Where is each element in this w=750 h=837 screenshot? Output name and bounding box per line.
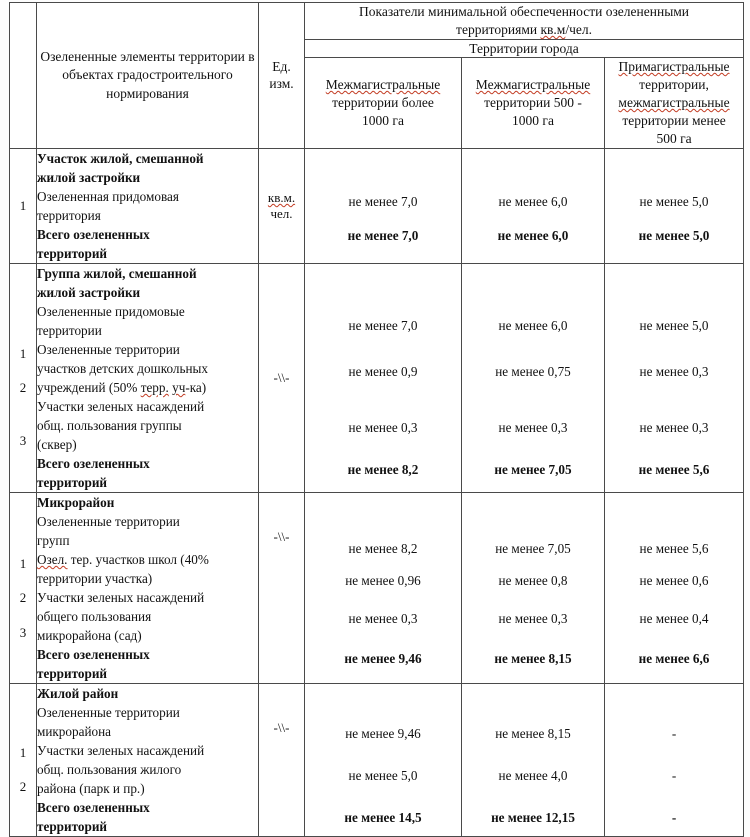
value: не менее 0,3 <box>639 363 709 379</box>
value-group-col3 <box>605 148 744 263</box>
value: не менее 0,8 <box>498 572 568 588</box>
item-label: Озелененные территории групп <box>37 513 180 548</box>
header-column-primagistral-under-500: Примагистральные территории, межмагистральные территории менее 500 га <box>605 58 744 149</box>
row-number: 1 <box>19 745 27 761</box>
header-unit-column <box>259 3 305 149</box>
total-value: не менее 14,5 <box>344 809 422 825</box>
totals-label: Всего озелененных территорий <box>37 646 150 681</box>
value-group-col2 <box>462 492 605 683</box>
spellcheck-word: терр. <box>140 379 169 395</box>
row-number: 3 <box>19 433 27 449</box>
value: не менее 6,0 <box>498 317 568 333</box>
section-labels <box>37 148 259 263</box>
section-row <box>10 683 744 836</box>
total-value: не менее 8,15 <box>494 650 572 666</box>
item-label: Участки зеленых насаждений общ. пользования группы (сквер) <box>37 398 205 452</box>
header-number-column <box>10 3 37 149</box>
header-unit-line1: Ед. <box>272 58 291 74</box>
unit-ditto: -\\- <box>273 719 290 735</box>
value-group-col2 <box>462 263 605 492</box>
header-territory-group: Территории города <box>305 39 744 58</box>
item-label: Участки зеленых насаждений общ. пользования жилого района (парк и пр.) <box>37 742 205 796</box>
item-label: Озелененные территории участков детских дошкольных учреждений (50% терр. уч-ка) <box>37 341 208 395</box>
value: не менее 5,0 <box>639 317 709 333</box>
item-label: Озелененные территории микрорайона <box>37 704 180 739</box>
value: - <box>671 767 677 783</box>
table-body <box>10 148 744 836</box>
unit-line1: кв.м. <box>267 189 296 205</box>
spellcheck-word: Озел. <box>37 551 68 567</box>
row-number-stack <box>10 492 37 683</box>
total-value: не менее 5,6 <box>638 461 710 477</box>
value: не менее 7,05 <box>495 540 571 556</box>
value-group-col3 <box>605 683 744 836</box>
row-number-stack <box>10 683 37 836</box>
value: не менее 0,3 <box>639 419 709 435</box>
header-column-intermagistral-over-1000: Межмагистральные территории более 1000 га <box>305 58 462 149</box>
totals-label: Всего озелененных территорий <box>37 226 150 261</box>
green-areas-norms-table <box>9 2 744 837</box>
value: не менее 0,3 <box>348 419 418 435</box>
value: не менее 5,6 <box>639 540 709 556</box>
spellcheck-word: Примагистральные <box>618 59 730 75</box>
section-labels <box>37 263 259 492</box>
row-number: 1 <box>19 346 27 362</box>
total-value: не менее 8,2 <box>347 461 419 477</box>
total-value: не менее 9,46 <box>344 650 422 666</box>
spellcheck-word: Межмагистральные <box>475 77 591 93</box>
row-number-stack <box>10 263 37 492</box>
value-group-col3 <box>605 263 744 492</box>
item-label: Озелененная придомовая территория <box>37 188 179 223</box>
section-row <box>10 148 744 263</box>
value: не менее 0,3 <box>498 610 568 626</box>
total-value: - <box>671 809 677 825</box>
value-group-col3 <box>605 492 744 683</box>
unit-ditto: -\\- <box>273 528 290 544</box>
row-number: 2 <box>19 380 27 396</box>
value: не менее 7,0 <box>348 317 418 333</box>
section-row <box>10 263 744 492</box>
spellcheck-word: межмагистральные <box>618 95 730 111</box>
value: не менее 7,0 <box>348 193 418 209</box>
value: не менее 0,4 <box>639 610 709 626</box>
spellcheck-word: уч <box>172 379 186 395</box>
item-label: Участки зеленых насаждений общего пользования микрорайона (сад) <box>37 589 205 643</box>
header-metric-group: Показатели минимальной обеспеченности озелененными территориями кв.м/чел. <box>305 3 744 40</box>
section-title: Микрорайон <box>37 494 115 510</box>
row-number: 1 <box>10 148 37 263</box>
spellcheck-word: Межмагистральные <box>325 77 441 93</box>
value: не менее 8,15 <box>495 725 571 741</box>
unit-value <box>259 492 305 683</box>
header-unit-line2: изм. <box>269 76 294 92</box>
row-number: 1 <box>19 555 27 571</box>
value: не менее 5,0 <box>348 767 418 783</box>
total-value: не менее 5,0 <box>638 227 710 243</box>
value-group-col1 <box>305 492 462 683</box>
unit-value <box>259 683 305 836</box>
table-header <box>10 3 744 149</box>
header-row-1 <box>10 3 744 40</box>
value-group-col1 <box>305 148 462 263</box>
value: не менее 0,6 <box>639 572 709 588</box>
value: не менее 0,3 <box>498 419 568 435</box>
value-group-col1 <box>305 263 462 492</box>
spellcheck-word: кв.м <box>540 21 566 37</box>
section-row <box>10 492 744 683</box>
total-value: не менее 6,6 <box>638 650 710 666</box>
header-stub-column: Озелененные элементы территории в объектах градостроительного нормирования <box>37 3 259 149</box>
value: не менее 0,9 <box>348 363 418 379</box>
header-column-intermagistral-500-1000: Межмагистральные территории 500 - 1000 га <box>462 58 605 149</box>
total-value: не менее 7,05 <box>494 461 572 477</box>
section-title: Жилой район <box>37 685 119 701</box>
section-labels <box>37 492 259 683</box>
section-labels <box>37 683 259 836</box>
unit-value <box>259 263 305 492</box>
total-value: не менее 12,15 <box>491 809 575 825</box>
item-label: Озел. тер. участков школ (40% территории участка) <box>37 551 209 586</box>
total-value: не менее 7,0 <box>347 227 419 243</box>
value-group-col2 <box>462 683 605 836</box>
value: не менее 5,0 <box>639 193 709 209</box>
value: не менее 4,0 <box>498 767 568 783</box>
section-title: Группа жилой, смешанной жилой застройки <box>37 265 197 300</box>
value: не менее 0,96 <box>345 572 421 588</box>
value: не менее 0,3 <box>348 610 418 626</box>
row-number: 2 <box>19 589 27 605</box>
row-number: 3 <box>19 624 27 640</box>
unit-ditto: -\\- <box>273 369 290 385</box>
totals-label: Всего озелененных территорий <box>37 799 150 834</box>
totals-label: Всего озелененных территорий <box>37 455 150 490</box>
value: не менее 8,2 <box>348 540 418 556</box>
value-group-col1 <box>305 683 462 836</box>
total-value: не менее 6,0 <box>497 227 569 243</box>
section-title: Участок жилой, смешанной жилой застройки <box>37 150 204 185</box>
unit-line2: чел. <box>270 205 293 221</box>
item-label: Озелененные придомовые территории <box>37 303 185 338</box>
row-number: 2 <box>19 779 27 795</box>
value: - <box>671 725 677 741</box>
unit-value <box>259 148 305 263</box>
value: не менее 6,0 <box>498 193 568 209</box>
value: не менее 0,75 <box>495 363 571 379</box>
value: не менее 9,46 <box>345 725 421 741</box>
value-group-col2 <box>462 148 605 263</box>
